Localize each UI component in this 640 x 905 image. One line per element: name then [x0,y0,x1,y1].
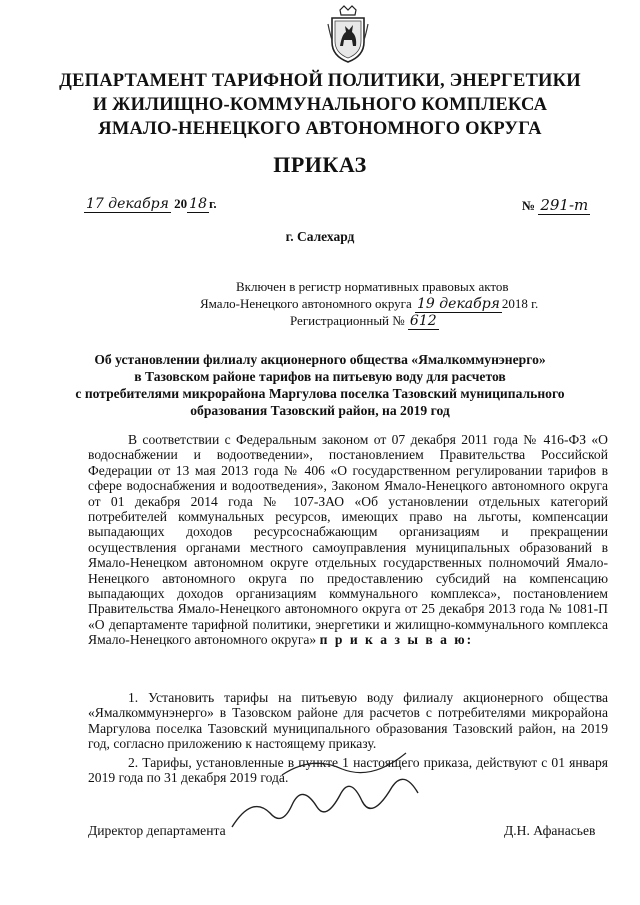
century: 20 [174,196,188,211]
subject-line-1: Об установлении филиалу акционерного общества «Ямалкоммунэнерго» [94,352,546,367]
handwritten-signature [222,735,482,845]
handwritten-number: 291-т [540,196,589,214]
subject-line-2: в Тазовском районе тарифов на питьевую воду для расчетов [134,369,506,384]
signer-name: Д.Н. Афанасьев [504,823,596,838]
preamble-text: В соответствии с Федеральным законом от 07 декабря 2011 года № 416-ФЗ «О водоснабжении и водоотведении», постановлением Правительства Российской Федерации от 13 мая 2013 года № 406 «О государственном регулировании тарифов в сфере водоснабжения и водоотведения», Законом Ямало-Ненецкого автономного округа от 01 декабря 2014 года № 107-ЗАО «Об установлении отдельных категорий потребителей коммунальных ресурсов, имеющих право на льготы, компенсации выпадающих доходов ресурсоснабжающим организациям и прекращении осуществления органами местного самоуправления муниципальных образований в Ямало-Ненецком автономном округе отдельных государственных полномочий Ямало-Ненецкого автономного округа по предоставлению субсидий на компенсацию выпадающих доходов организациям коммунального комплекса», постановлением Правительства Ямало-Ненецкого автономного округа от 25 декабря 2013 года № 1081-П «О департаменте тарифной политики, энергетики и жилищно-коммунального комплекса Ямало-Ненецкого автономного округа» [88,432,608,648]
handwritten-year: 18 [189,196,207,212]
year-suffix: г. [208,196,217,211]
registration-line-1: Включен в регистр нормативных правовых актов [236,279,509,294]
coat-of-arms-icon [326,4,370,64]
document-title: ПРИКАЗ [273,152,367,177]
order-date [84,196,217,212]
department-name-line-2: И ЖИЛИЩНО-КОММУНАЛЬНОГО КОМПЛЕКСА [92,95,548,115]
signer-position: Директор департамента [88,823,226,838]
preamble-paragraph [88,432,608,648]
order-item-2: 2. Тарифы, установленные в пункте 1 настоящего приказа, действуют с 01 января 2019 года по 31 декабря 2019 года. [88,755,608,786]
subject-line-3: с потребителями микрорайона Маргулова поселка Тазовский муниципального [75,386,565,401]
registration-line-3 [290,312,439,330]
handwritten-date: 17 декабря [86,196,169,212]
city: г. Салехард [285,229,355,244]
department-name-line-3: ЯМАЛО-НЕНЕЦКОГО АВТОНОМНОГО ОКРУГА [98,119,542,139]
department-name-line-1: ДЕПАРТАМЕНТ ТАРИФНОЙ ПОЛИТИКИ, ЭНЕРГЕТИКИ [59,71,581,91]
directive: п р и к а з ы в а ю: [319,632,474,648]
order-item-1: 1. Установить тарифы на питьевую воду филиалу акционерного общества «Ямалкоммунэнерго» в Тазовском районе для расчетов с потребителями микрорайона Маргулова поселка Тазовский муниципального образования Тазовский район, на 2019 год, согласно приложению к настоящему приказу. [88,690,608,752]
registration-number-handwritten: 612 [409,313,437,329]
subject-line-4: образования Тазовский район, на 2019 год [190,403,450,418]
order-number [522,196,590,214]
number-prefix: № [522,198,536,213]
registration-line-2 [200,295,538,313]
registration-date-handwritten: 19 декабря [417,296,500,312]
registration-region: Ямало-Ненецкого автономного округа [200,296,412,311]
registration-number-label: Регистрационный № [290,313,405,328]
registration-year: 2018 г. [501,296,539,311]
